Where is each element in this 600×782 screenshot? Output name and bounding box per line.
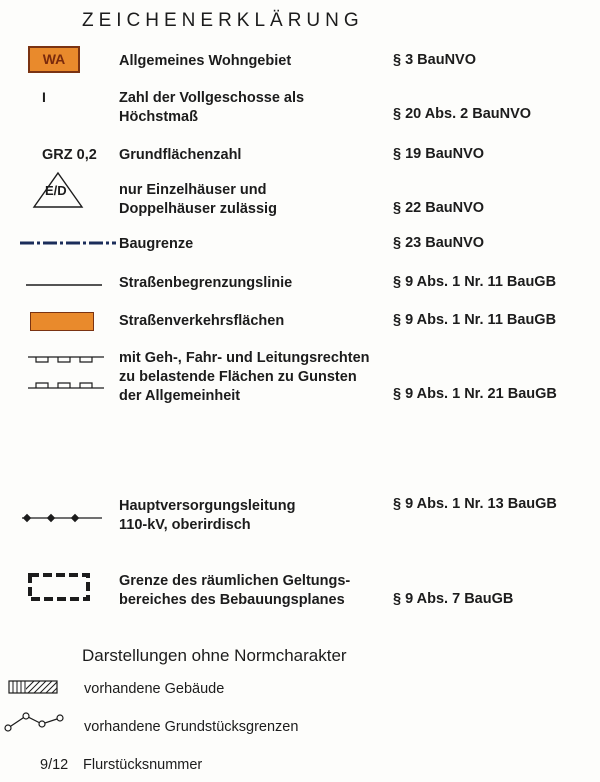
wa-symbol: WA	[28, 46, 80, 73]
traffic-area-swatch	[30, 312, 94, 331]
extra-desc: vorhandene Grundstücksgrenzen	[84, 719, 299, 735]
item-law: § 23 BauNVO	[393, 235, 485, 251]
storeys-symbol: I	[42, 89, 46, 105]
item-desc: Doppelhäuser zulässig	[119, 201, 277, 217]
item-law: § 9 Abs. 7 BauGB	[393, 591, 514, 607]
item-desc: nur Einzelhäuser und	[119, 182, 267, 198]
item-law: § 9 Abs. 1 Nr. 13 BauGB	[393, 496, 557, 512]
item-desc: der Allgemeinheit	[119, 388, 241, 404]
item-desc: bereiches des Bebauungsplanes	[119, 592, 345, 608]
item-desc: Grenze des räumlichen Geltungs-	[119, 573, 351, 589]
grz-symbol: GRZ 0,2	[42, 147, 97, 163]
item-desc: Höchstmaß	[119, 109, 198, 125]
ed-symbol: E/D	[45, 183, 67, 198]
item-desc: Grundflächenzahl	[119, 147, 242, 163]
item-law: § 9 Abs. 1 Nr. 11 BauGB	[393, 312, 557, 328]
item-desc: mit Geh-, Fahr- und Leitungsrechten	[119, 350, 370, 366]
section-subtitle: Darstellungen ohne Normcharakter	[82, 646, 347, 665]
extra-desc: vorhandene Gebäude	[84, 681, 225, 697]
street-boundary-line-icon	[26, 283, 102, 287]
baugrenze-line-icon	[20, 239, 116, 247]
scope-boundary-icon	[28, 573, 90, 601]
item-desc: zu belastende Flächen zu Gunsten	[119, 369, 357, 385]
item-desc: Allgemeines Wohngebiet	[119, 53, 292, 69]
item-law: § 3 BauNVO	[393, 52, 476, 68]
parcel-boundary-icon	[4, 708, 64, 734]
parcel-number-symbol: 9/12	[40, 757, 69, 773]
item-desc: 110-kV, oberirdisch	[119, 517, 251, 533]
item-law: § 9 Abs. 1 Nr. 21 BauGB	[393, 386, 557, 402]
legend-title: ZEICHENERKLÄRUNG	[82, 10, 364, 31]
item-law: § 19 BauNVO	[393, 146, 485, 162]
item-desc: Straßenverkehrsflächen	[119, 313, 285, 329]
extra-desc: Flurstücksnummer	[83, 757, 203, 773]
power-line-icon	[22, 512, 102, 524]
item-desc: Baugrenze	[119, 236, 194, 252]
item-desc: Straßenbegrenzungslinie	[119, 275, 293, 291]
item-desc: Hauptversorgungsleitung	[119, 498, 296, 514]
easement-line-icon	[28, 352, 104, 392]
item-law: § 22 BauNVO	[393, 200, 485, 216]
item-law: § 20 Abs. 2 BauNVO	[393, 106, 532, 122]
item-desc: Zahl der Vollgeschosse als	[119, 90, 305, 106]
building-hatch-icon	[8, 680, 58, 694]
item-law: § 9 Abs. 1 Nr. 11 BauGB	[393, 274, 557, 290]
